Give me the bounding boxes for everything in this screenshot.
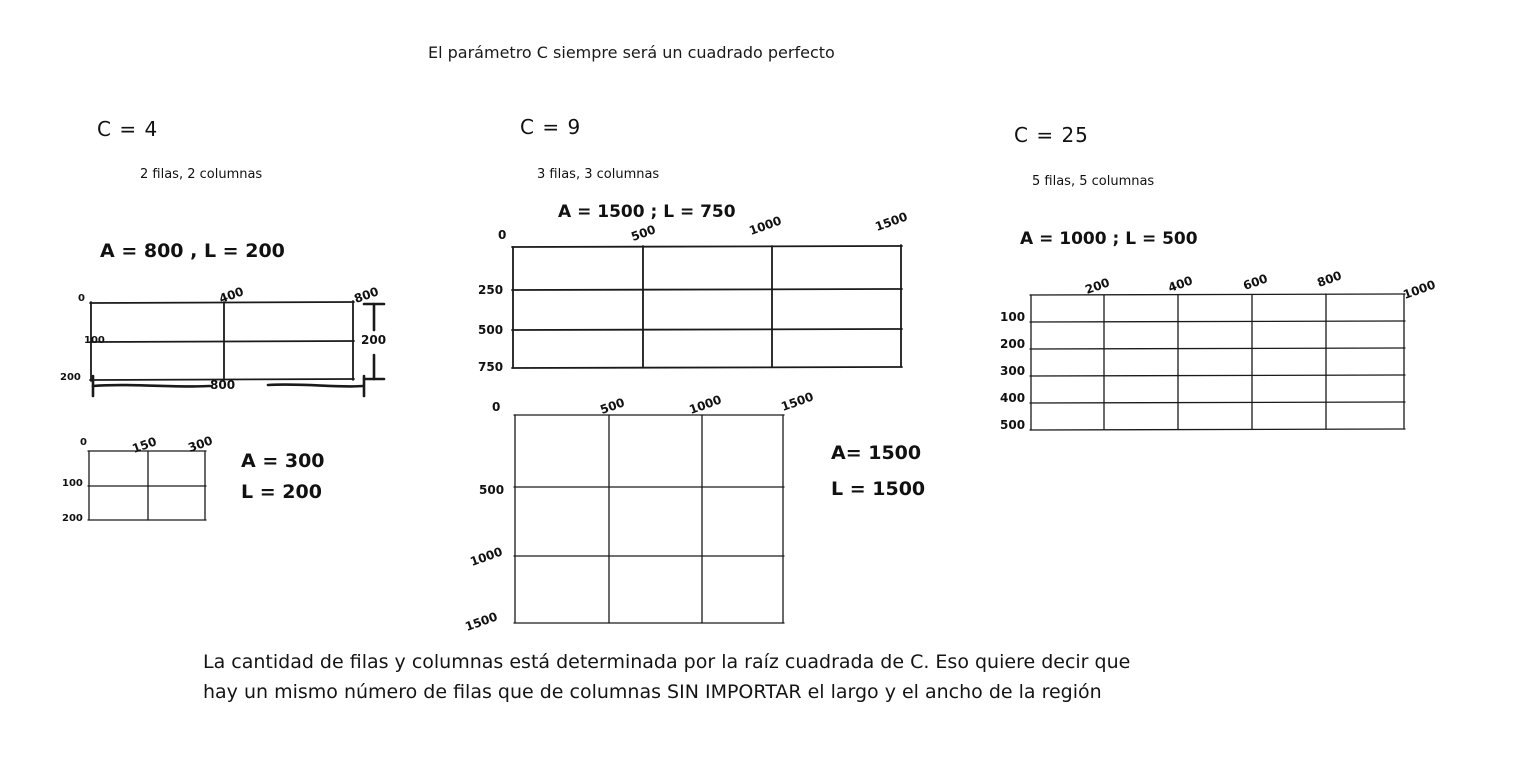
c4-ex2-xtick-2: 300 [186, 433, 215, 455]
c9-ex2-xtick-1: 500 [598, 395, 627, 417]
c9-ex1-xtick-3: 1500 [873, 209, 910, 234]
c25-ex1-ytick-5: 500 [1000, 418, 1026, 432]
case-label-c9: C = 9 [520, 115, 582, 139]
case-label-c4: C = 4 [97, 117, 159, 141]
grid-c9-ex2 [512, 413, 792, 628]
c4-ex2-note-a: A = 300 [241, 450, 325, 472]
c4-ex1-height-label: 200 [361, 333, 387, 347]
footer-line-2: hay un mismo número de filas que de columnas SIN IMPORTAR el largo y el ancho de la región [203, 681, 1102, 703]
c9-ex2-ytick-2: 1000 [468, 544, 505, 569]
c9-ex1-ytick-1: 250 [478, 283, 504, 297]
case-label-c25: C = 25 [1014, 123, 1089, 147]
c4-ex2-ytick-1: 100 [62, 478, 83, 489]
c9-ex1-ytick-2: 500 [478, 323, 504, 337]
c25-ex1-ytick-1: 100 [1000, 310, 1026, 324]
c4-ex1-ytick-2: 200 [60, 372, 81, 383]
grid-c4-ex2 [86, 449, 216, 529]
c9-ex1-note: A = 1500 ; L = 750 [558, 202, 736, 222]
footer-line-1: La cantidad de filas y columnas está determinada por la raíz cuadrada de C. Eso quiere decir que [203, 651, 1131, 673]
c9-ex2-ytick-3: 1500 [463, 609, 500, 634]
c25-ex1-ytick-4: 400 [1000, 391, 1026, 405]
c9-ex1-xtick-1: 500 [629, 222, 658, 244]
case-sublabel-c9: 3 filas, 3 columnas [537, 167, 660, 182]
c4-ex1-xtick-2: 800 [352, 284, 381, 306]
c4-ex2-ytick-2: 200 [62, 513, 83, 524]
c25-ex1-xtick-5: 1000 [1401, 277, 1438, 302]
c4-ex1-width-label: 800 [210, 378, 236, 392]
c9-ex1-xtick-2: 1000 [747, 213, 784, 238]
c4-ex2-xtick-1: 150 [130, 434, 159, 456]
c25-ex1-xtick-4: 800 [1315, 268, 1344, 290]
c9-ex2-xtick-2: 1000 [687, 392, 724, 417]
c9-ex2-xtick-0: 0 [492, 400, 501, 414]
grid-c9-ex1 [510, 245, 910, 375]
c4-ex2-note-l: L = 200 [241, 481, 322, 503]
c4-ex1-xtick-0: 0 [78, 293, 85, 304]
page-title: El parámetro C siempre será un cuadrado perfecto [428, 43, 835, 62]
c25-ex1-xtick-3: 600 [1241, 271, 1270, 293]
c4-ex1-note: A = 800 , L = 200 [100, 240, 285, 262]
c9-ex1-xtick-0: 0 [498, 228, 507, 242]
c9-ex2-note-l: L = 1500 [831, 478, 926, 500]
c25-ex1-ytick-2: 200 [1000, 337, 1026, 351]
c4-ex1-ytick-1: 100 [84, 335, 105, 346]
c4-ex1-xtick-1: 400 [217, 284, 246, 306]
c4-ex2-xtick-0: 0 [80, 437, 87, 448]
c9-ex2-note-a: A= 1500 [831, 442, 922, 464]
c9-ex2-xtick-3: 1500 [779, 389, 816, 414]
c9-ex1-ytick-3: 750 [478, 360, 504, 374]
c25-ex1-xtick-1: 200 [1083, 275, 1112, 297]
c9-ex2-ytick-1: 500 [479, 483, 505, 497]
c25-ex1-note: A = 1000 ; L = 500 [1020, 229, 1198, 249]
c25-ex1-xtick-2: 400 [1166, 273, 1195, 295]
grid-c25-ex1 [1028, 293, 1413, 433]
case-sublabel-c25: 5 filas, 5 columnas [1032, 174, 1155, 189]
case-sublabel-c4: 2 filas, 2 columnas [140, 167, 263, 182]
c25-ex1-ytick-3: 300 [1000, 364, 1026, 378]
